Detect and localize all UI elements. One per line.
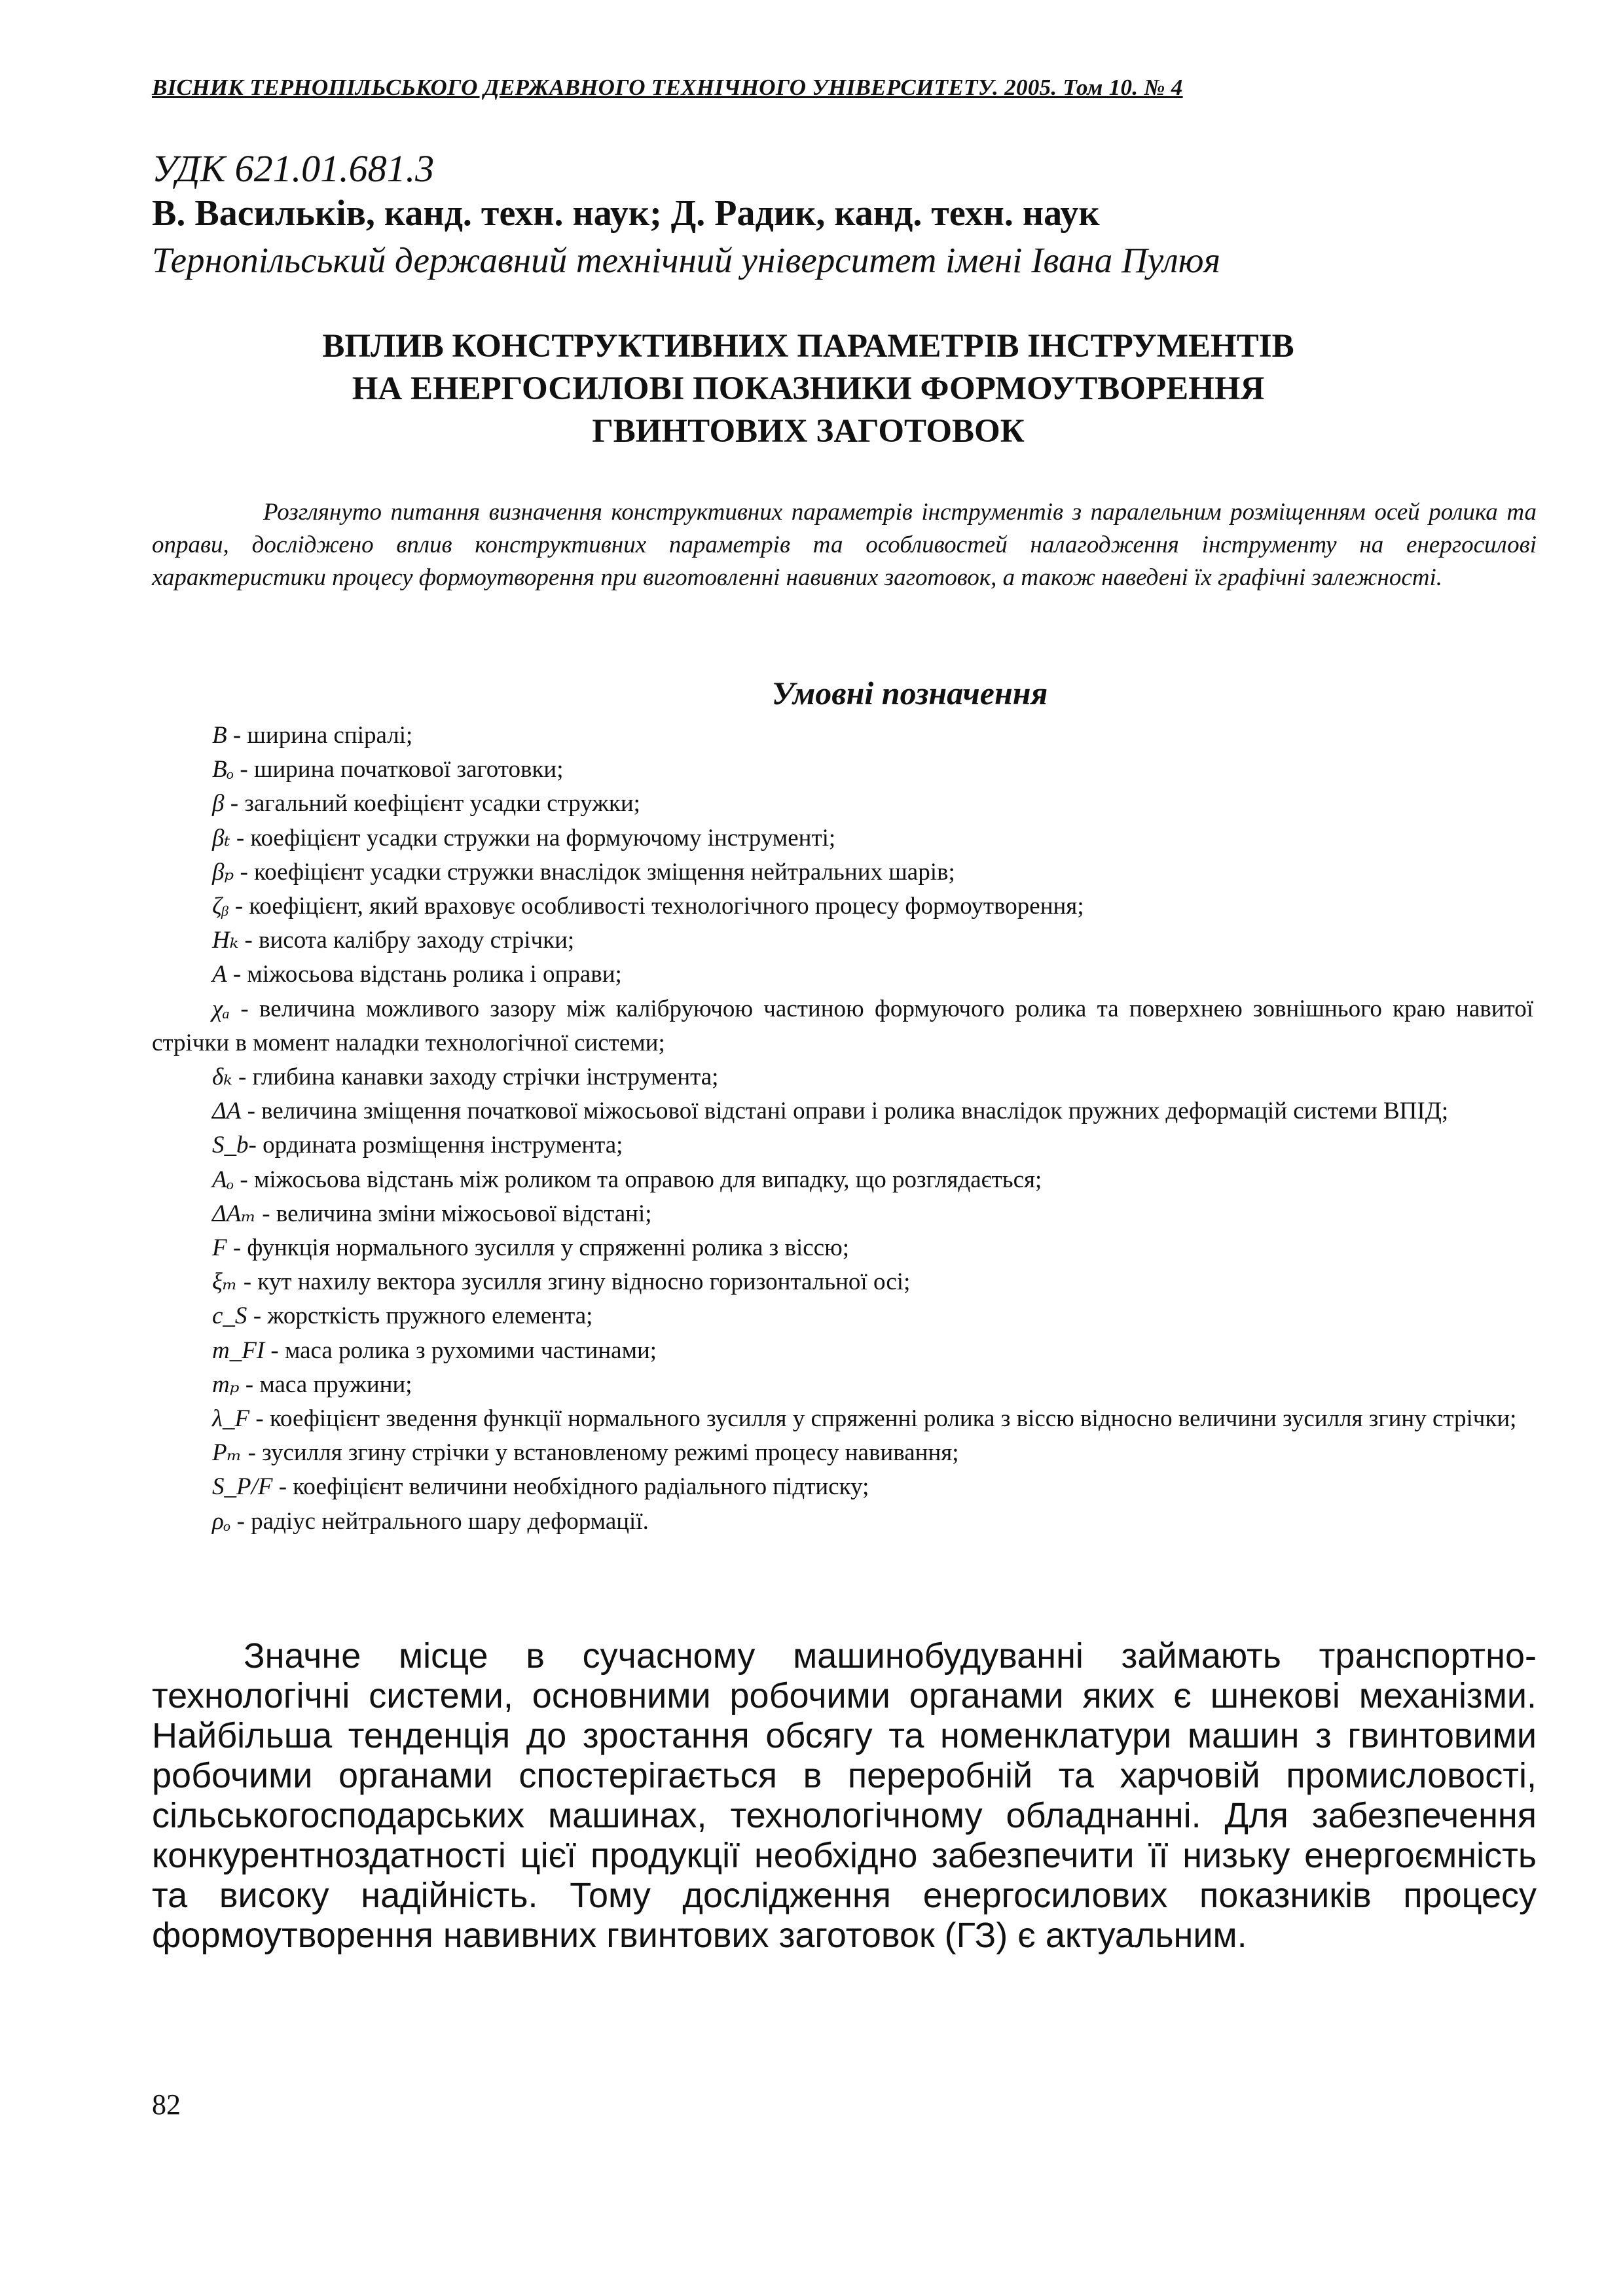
title-line: НА ЕНЕРГОСИЛОВІ ПОКАЗНИКИ ФОРМОУТВОРЕННЯ	[352, 370, 1265, 407]
notation-symbol: δₖ	[212, 1064, 232, 1091]
notation-symbol: βₜ	[212, 824, 230, 852]
notation-description: - кут нахилу вектора зусилля згину відносно горизонтальної осі;	[237, 1268, 911, 1296]
notation-item	[152, 1094, 1533, 1128]
page-number: 82	[152, 2089, 181, 2121]
notation-description: - зусилля згину стрічки у встановленому режимі процесу навивання;	[242, 1439, 959, 1467]
notation-item	[152, 1470, 1533, 1504]
notation-item	[152, 924, 1533, 958]
paper-title	[152, 325, 1465, 453]
notation-description: - величина можливого зазору між калібруючою частиною формуючого ролика та поверхнею зовнішнього краю навитої стрічки в момент наладки технологічної системи;	[152, 995, 1533, 1056]
notation-item	[152, 1368, 1533, 1402]
notation-symbol: ζᵦ	[212, 893, 229, 920]
notation-description: - жорсткість пружного елемента;	[247, 1302, 593, 1330]
notation-description: - коефіцієнт усадки стружки внаслідок зміщення нейтральних шарів;	[234, 858, 955, 886]
notation-symbol: ΔAₘ	[212, 1200, 257, 1227]
notation-item	[152, 719, 1533, 753]
notation-symbol: Hₖ	[212, 927, 239, 954]
notation-item	[152, 1197, 1533, 1231]
notation-item	[152, 1436, 1533, 1470]
notation-item	[152, 1334, 1533, 1368]
body-paragraph: Значне місце в сучасному машинобудуванні займають транспортно-технологічні системи, основними робочими органами яких є шнекові механізми. Найбільша тенденція до зростання обсягу та номенклатури машин з гвинтовими робочими органами спостерігається в переробній та харчовій промисловості, сільськогосподарських машинах, технологічному обладнанні. Для забезпечення конкурентноздатності цієї продукції необхідно забезпечити її низьку енергоємність та високу надійність. Тому дослідження енергосилових показників процесу формоутворення навивних гвинтових заготовок (ГЗ) є актуальним.	[152, 1636, 1537, 1955]
notation-item	[152, 1505, 1533, 1539]
notation-description: - маса пружини;	[239, 1371, 412, 1398]
notation-description: - висота калібру заходу стрічки;	[238, 927, 575, 954]
notation-symbol: mₚ	[212, 1371, 240, 1398]
notation-item	[152, 1060, 1533, 1094]
notation-description: - загальний коефіцієнт усадки стружки;	[224, 790, 640, 817]
notation-symbol: m_FI	[212, 1336, 265, 1364]
notation-heading: Умовні позначення	[771, 675, 1048, 711]
notation-item	[152, 1265, 1533, 1299]
notation-description: - глибина канавки заходу стрічки інструмента;	[232, 1064, 719, 1091]
notation-symbol: ΔA	[212, 1098, 242, 1125]
notation-symbol: S_P/F	[212, 1473, 273, 1501]
notation-description: - радіус нейтрального шару деформації.	[230, 1507, 649, 1535]
notation-item	[152, 821, 1533, 855]
abstract-text: Розглянуто питання визначення конструктивних параметрів інструментів з паралельним розміщенням осей ролика та оправи, досліджено вплив конструктивних параметрів та особливостей налагодження інструменту на енергосилові характеристики процесу формоутворення при виготовленні навивних заготовок, а також наведені їх графічні залежності.	[152, 499, 1537, 591]
notation-description: - коефіцієнт зведення функції нормального зусилля у спряженні ролика з віссю відносно величини зусилля згину стрічки;	[249, 1405, 1517, 1433]
notation-description: - коефіцієнт величини необхідного радіального підтиску;	[272, 1473, 869, 1501]
notation-description: - ширина початкової заготовки;	[234, 756, 564, 783]
notation-description: - маса ролика з рухомими частинами;	[264, 1336, 657, 1364]
abstract	[152, 496, 1537, 594]
notation-symbol: S_b	[212, 1132, 249, 1159]
notation-description: - величина зміщення початкової міжосьової відстані оправи і ролика внаслідок пружних деформацій системи ВПІД;	[241, 1098, 1449, 1125]
affiliation: Тернопільський державний технічний університет імені Івана Пулюя	[152, 240, 1221, 280]
notation-description: - функція нормального зусилля у спряженні ролика з віссю;	[227, 1234, 850, 1262]
authors: В. Васильків, канд. техн. наук; Д. Радик, канд. техн. наук	[152, 193, 1100, 234]
notation-symbol: c_S	[212, 1302, 247, 1330]
notation-symbol: Aₒ	[212, 1166, 234, 1193]
journal-header: ВІСНИК ТЕРНОПІЛЬСЬКОГО ДЕРЖАВНОГО ТЕХНІЧНОГО УНІВЕРСИТЕТУ. 2005. Том 10. № 4	[152, 75, 1183, 100]
notation-description: - коефіцієнт усадки стружки на формуючому інструменті;	[230, 824, 836, 852]
notation-description: - ордината розміщення інструмента;	[248, 1132, 623, 1159]
notation-item	[152, 787, 1533, 821]
notation-item	[152, 1163, 1533, 1197]
notation-symbol: ρₒ	[212, 1507, 231, 1535]
notation-item	[152, 855, 1533, 889]
notation-symbol: Bₒ	[212, 756, 234, 783]
notation-description: - коефіцієнт, який враховує особливості технологічного процесу формоутворення;	[228, 893, 1084, 920]
notation-symbol: F	[212, 1234, 227, 1262]
notation-description: - міжосьова відстань ролика і оправи;	[227, 961, 622, 988]
notation-item	[152, 992, 1533, 1060]
notation-item	[152, 1299, 1533, 1333]
notation-symbol: Pₘ	[212, 1439, 242, 1467]
notation-symbol: λ_F	[212, 1405, 250, 1433]
title-line: ГВИНТОВИХ ЗАГОТОВОК	[592, 413, 1025, 450]
notation-list	[152, 719, 1533, 1539]
notation-item	[152, 958, 1533, 992]
notation-symbol: χₐ	[212, 995, 230, 1022]
notation-symbol: B	[212, 722, 227, 749]
title-line: ВПЛИВ КОНСТРУКТИВНИХ ПАРАМЕТРІВ ІНСТРУМЕНТІВ	[322, 328, 1294, 365]
notation-description: - величина зміни міжосьової відстані;	[256, 1200, 652, 1227]
udk-code: УДК 621.01.681.3	[152, 147, 435, 190]
notation-symbol: A	[212, 961, 227, 988]
notation-symbol: βₚ	[212, 858, 234, 886]
notation-symbol: β	[212, 790, 225, 817]
notation-item	[152, 1231, 1533, 1265]
body-text	[152, 1636, 1537, 1956]
notation-item	[152, 1128, 1533, 1162]
notation-description: - ширина спіралі;	[227, 722, 413, 749]
notation-item	[152, 889, 1533, 924]
notation-symbol: ξₘ	[212, 1268, 238, 1296]
notation-item	[152, 1402, 1533, 1436]
notation-description: - міжосьова відстань між роликом та оправою для випадку, що розглядається;	[234, 1166, 1042, 1193]
notation-item	[152, 753, 1533, 787]
